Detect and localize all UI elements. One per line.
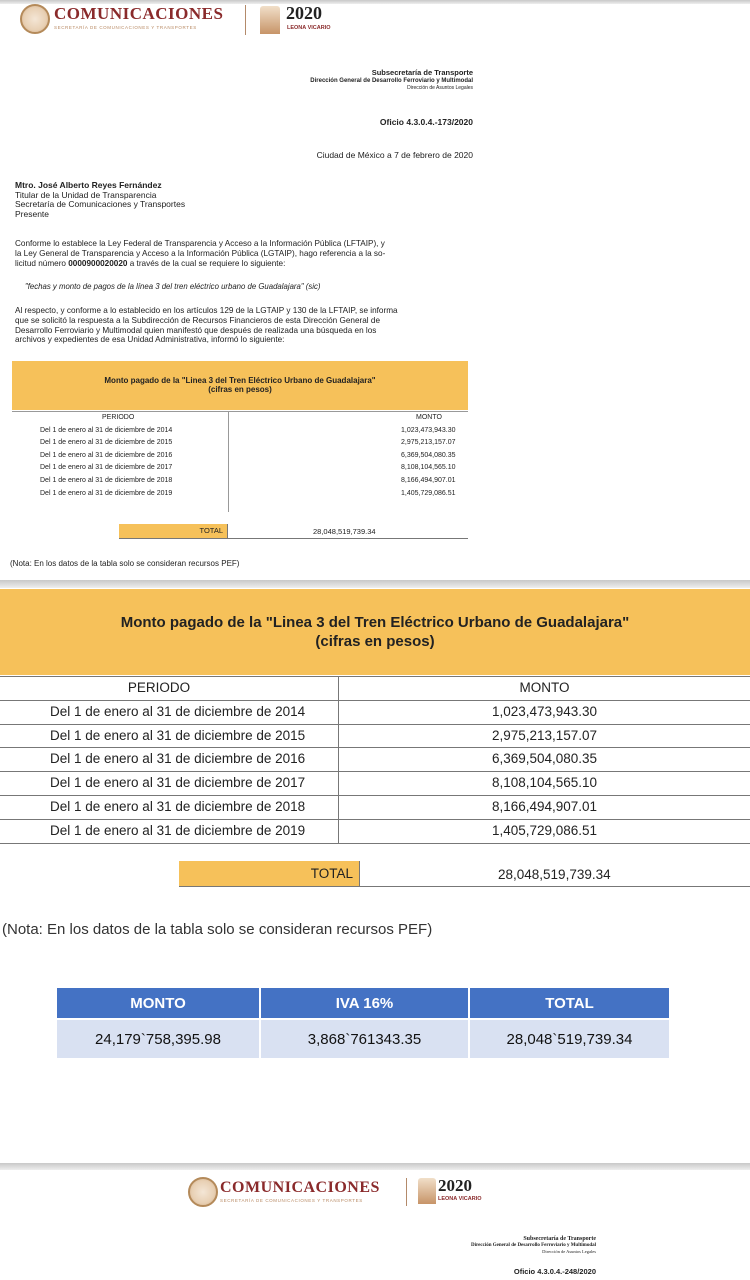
monto-cell: 8,108,104,565.10 — [339, 772, 750, 796]
paragraph-line: la Ley General de Transparencia y Acceso a la Información Pública (LGTAIP), hago referencia a la so- — [15, 248, 386, 258]
table-row — [12, 412, 468, 425]
department-line-3: Dirección de Asuntos Legales — [542, 1249, 596, 1254]
iva-table — [55, 986, 671, 1060]
small-table — [12, 412, 468, 500]
col-periodo-header: PERIODO — [102, 414, 135, 421]
monto-cell: 6,369,504,080.35 — [401, 451, 456, 459]
monto-cell: 1,405,729,086.51 — [401, 489, 456, 497]
monto-cell: 2,975,213,157.07 — [339, 724, 750, 748]
paragraph-line: que se solicitó la respuesta a la Subdirección de Recursos Financieros de esta Dirección General de — [15, 315, 380, 325]
big-note: (Nota: En los datos de la tabla solo se consideran recursos PEF) — [2, 921, 433, 938]
table-row — [12, 462, 468, 475]
periodo-cell: Del 1 de enero al 31 de diciembre de 2014 — [40, 426, 173, 434]
monto-cell: 8,166,494,907.01 — [401, 476, 456, 484]
small-note: (Nota: En los datos de la tabla solo se consideran recursos PEF) — [10, 559, 240, 568]
table-row — [12, 475, 468, 488]
table-row — [0, 724, 750, 748]
paragraph-1 — [15, 239, 475, 268]
col-periodo-header — [0, 677, 339, 701]
iva-header-total: TOTAL — [469, 987, 670, 1019]
periodo-cell: Del 1 de enero al 31 de diciembre de 2017 — [0, 772, 339, 796]
solicitud-number: 0000900020020 — [68, 258, 128, 268]
recipient-block — [15, 181, 315, 219]
department-line-2: Dirección General de Desarrollo Ferroviario y Multimodal — [310, 78, 473, 84]
table-row — [12, 450, 468, 463]
periodo-cell: Del 1 de enero al 31 de diciembre de 2016 — [40, 451, 173, 459]
logo-divider — [245, 5, 246, 35]
table-row — [0, 795, 750, 819]
table-row — [0, 677, 750, 701]
periodo-cell: Del 1 de enero al 31 de diciembre de 2019 — [0, 819, 339, 843]
table-row — [56, 987, 670, 1019]
big-total-label — [179, 861, 359, 887]
footer-oficio-number: Oficio 4.3.0.4.-248/2020 — [513, 1267, 596, 1276]
letter-date: Ciudad de México a 7 de febrero de 2020 — [316, 150, 473, 160]
periodo-cell: Del 1 de enero al 31 de diciembre de 2018 — [0, 795, 339, 819]
leona-vicario-portrait-icon — [260, 6, 280, 34]
brand-name: COMUNICACIONES — [220, 1179, 380, 1196]
small-table-header — [12, 361, 468, 410]
periodo-cell: Del 1 de enero al 31 de diciembre de 2015 — [0, 724, 339, 748]
monto-cell: 2,975,213,157.07 — [401, 439, 456, 447]
monto-cell: 1,405,729,086.51 — [339, 819, 750, 843]
big-table-subtitle: (cifras en pesos) — [315, 633, 435, 650]
periodo-cell: Del 1 de enero al 31 de diciembre de 2014 — [0, 700, 339, 724]
iva-header-iva: IVA 16% — [260, 987, 469, 1019]
year-2020: 2020 — [438, 1176, 472, 1195]
paragraph-line: Conforme lo establece la Ley Federal de Transparencia y Acceso a la Información Pública (LFTAIP), y — [15, 239, 385, 248]
header-logos — [20, 3, 360, 39]
leona-vicario-portrait-icon — [418, 1178, 436, 1204]
recipient-name: Mtro. José Alberto Reyes Fernández — [15, 180, 162, 190]
big-total-value — [359, 861, 750, 887]
monto-cell: 8,108,104,565.10 — [401, 464, 456, 472]
leona-vicario-label: LEONA VICARIO — [438, 1196, 482, 1202]
mexico-seal-icon — [20, 4, 50, 34]
oficio-number: Oficio 4.3.0.4.-173/2020 — [379, 117, 473, 127]
paragraph-line: Desarrollo Ferroviario y Multimodal quien manifestó que después de realizada una búsqueda en los — [15, 325, 377, 335]
table-row — [12, 437, 468, 450]
department-line-3: Dirección de Asuntos Legales — [407, 85, 473, 91]
small-total-text: TOTAL — [199, 526, 223, 535]
paragraph-text: licitud número — [15, 258, 69, 268]
iva-header-monto: MONTO — [56, 987, 260, 1019]
monto-cell: 1,023,473,943.30 — [339, 700, 750, 724]
small-total-label — [119, 524, 227, 539]
col-monto-header: MONTO — [416, 414, 442, 421]
periodo-cell: Del 1 de enero al 31 de diciembre de 2019 — [40, 489, 173, 497]
brand-subtitle: SECRETARÍA DE COMUNICACIONES Y TRANSPORTES — [54, 25, 197, 30]
paragraph-text: a través de la cual se requiere lo siguiente: — [127, 258, 286, 268]
footer-department-block — [380, 1236, 596, 1255]
small-table-body — [12, 411, 468, 512]
big-table-title: Monto pagado de la "Linea 3 del Tren Eléctrico Urbano de Guadalajara" — [120, 614, 630, 631]
monto-cell: 8,166,494,907.01 — [339, 795, 750, 819]
big-total-amount: 28,048,519,739.34 — [498, 867, 611, 882]
big-total-text: TOTAL — [310, 866, 353, 881]
footer-logos — [188, 1174, 508, 1210]
table-row — [0, 700, 750, 724]
table-row — [56, 1019, 670, 1059]
department-block — [200, 68, 473, 92]
periodo-cell: Del 1 de enero al 31 de diciembre de 2015 — [40, 439, 173, 447]
monto-cell: 6,369,504,080.35 — [339, 748, 750, 772]
screenshot-divider — [0, 1163, 750, 1170]
mexico-seal-icon — [188, 1177, 218, 1207]
screenshot-divider — [0, 580, 750, 588]
col-monto-header: MONTO — [339, 677, 750, 701]
periodo-cell: Del 1 de enero al 31 de diciembre de 2018 — [40, 476, 173, 484]
department-line-1: Subsecretaría de Transporte — [523, 1236, 596, 1242]
paragraph-2 — [15, 306, 475, 345]
big-table-header — [0, 589, 750, 675]
table-row — [0, 748, 750, 772]
brand-name: COMUNICACIONES — [54, 4, 224, 23]
monto-cell: 1,023,473,943.30 — [401, 426, 456, 434]
brand-subtitle: SECRETARÍA DE COMUNICACIONES Y TRANSPORTES — [220, 1198, 363, 1203]
paragraph-line: archivos y expedientes de esa Unidad Administrativa, informó lo siguiente: — [15, 335, 285, 345]
big-table — [0, 676, 750, 844]
iva-value-total: 28,048`519,739.34 — [469, 1019, 670, 1059]
table-row — [0, 772, 750, 796]
logo-divider — [406, 1178, 407, 1206]
table-row — [0, 819, 750, 843]
recipient-line: Secretaría de Comunicaciones y Transportes — [15, 199, 186, 209]
paragraph-line — [15, 259, 475, 269]
small-table-subtitle: (cifras en pesos) — [208, 385, 272, 394]
paragraph-line: Al respecto, y conforme a lo establecido en los artículos 129 de la LGTAIP y 130 de la LFTAIP, se informa — [15, 306, 398, 315]
table-row — [12, 425, 468, 438]
year-2020: 2020 — [286, 3, 322, 23]
table-row — [12, 488, 468, 501]
periodo-cell: Del 1 de enero al 31 de diciembre de 2016 — [0, 748, 339, 772]
small-total-amount: 28,048,519,739.34 — [313, 527, 376, 536]
small-table-title: Monto pagado de la "Linea 3 del Tren Eléctrico Urbano de Guadalajara" — [104, 376, 376, 385]
leona-vicario-label: LEONA VICARIO — [287, 25, 331, 31]
iva-value-monto: 24,179`758,395.98 — [56, 1019, 260, 1059]
request-quote: "fechas y monto de pagos de la línea 3 del tren eléctrico urbano de Guadalajara" (sic) — [25, 282, 321, 291]
recipient-line: Titular de la Unidad de Transparencia — [15, 189, 157, 200]
periodo-cell: Del 1 de enero al 31 de diciembre de 2017 — [40, 464, 173, 472]
iva-value-iva: 3,868`761343.35 — [260, 1019, 469, 1059]
department-line-1: Subsecretaría de Transporte — [371, 68, 473, 77]
small-total-value — [227, 524, 468, 539]
col-periodo-label: PERIODO — [127, 680, 191, 695]
recipient-line: Presente — [15, 208, 50, 219]
department-line-2: Dirección General de Desarrollo Ferroviario y Multimodal — [471, 1243, 596, 1248]
